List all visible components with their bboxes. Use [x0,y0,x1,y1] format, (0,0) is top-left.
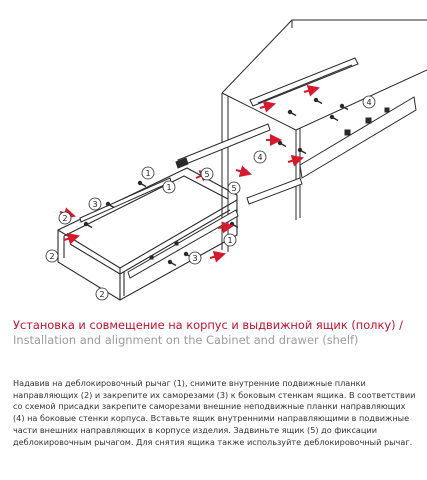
callout-label: 3 [92,200,98,209]
callout-label: 5 [231,184,237,193]
callout-label: 4 [366,98,372,107]
callouts [46,96,375,300]
callout-label: 3 [192,254,198,263]
heading-en: Installation and alignment on the Cabinet and drawer (shelf) [13,333,359,347]
callout-label: 1 [227,236,233,245]
callout-label: 2 [99,290,105,299]
drawer-rail [80,178,238,278]
heading-separator: / [395,318,403,332]
callout-label: 1 [166,183,172,192]
callout-label: 4 [257,153,263,162]
instructions-text: Надавив на деблокировочный рычаг (1), снимите внутренние подвижные планки направляющих (2) и закрепите их саморезами (3) к боковым стенкам ящика. В соответствии со схемой присадки закрепите саморезами внешние неподвижные планки направляющих (4) на боковые стенки корпуса. Вставьте ящик внутренними направляющими в подвижные части внешних направляющих в корпусе изделия. Задвиньте ящик (5) до фиксации деблокировочным рычагом. Для снятия ящика также используйте деблокировочный рычаг. [13,378,416,447]
red-arrow-icons [60,88,318,258]
screw-icons [84,98,348,266]
heading-ru: Установка и совмещение на корпус и выдвижной ящик (полку) [13,318,396,332]
cabinet-rail-right [300,97,416,178]
inner-rail-bottom [247,178,302,204]
callout-label: 1 [145,169,151,178]
callout-label: 2 [62,214,68,223]
callout-label: 2 [49,252,55,261]
callout-label: 5 [204,170,210,179]
section-heading [13,318,417,348]
cabinet-rail-upper [250,58,358,106]
